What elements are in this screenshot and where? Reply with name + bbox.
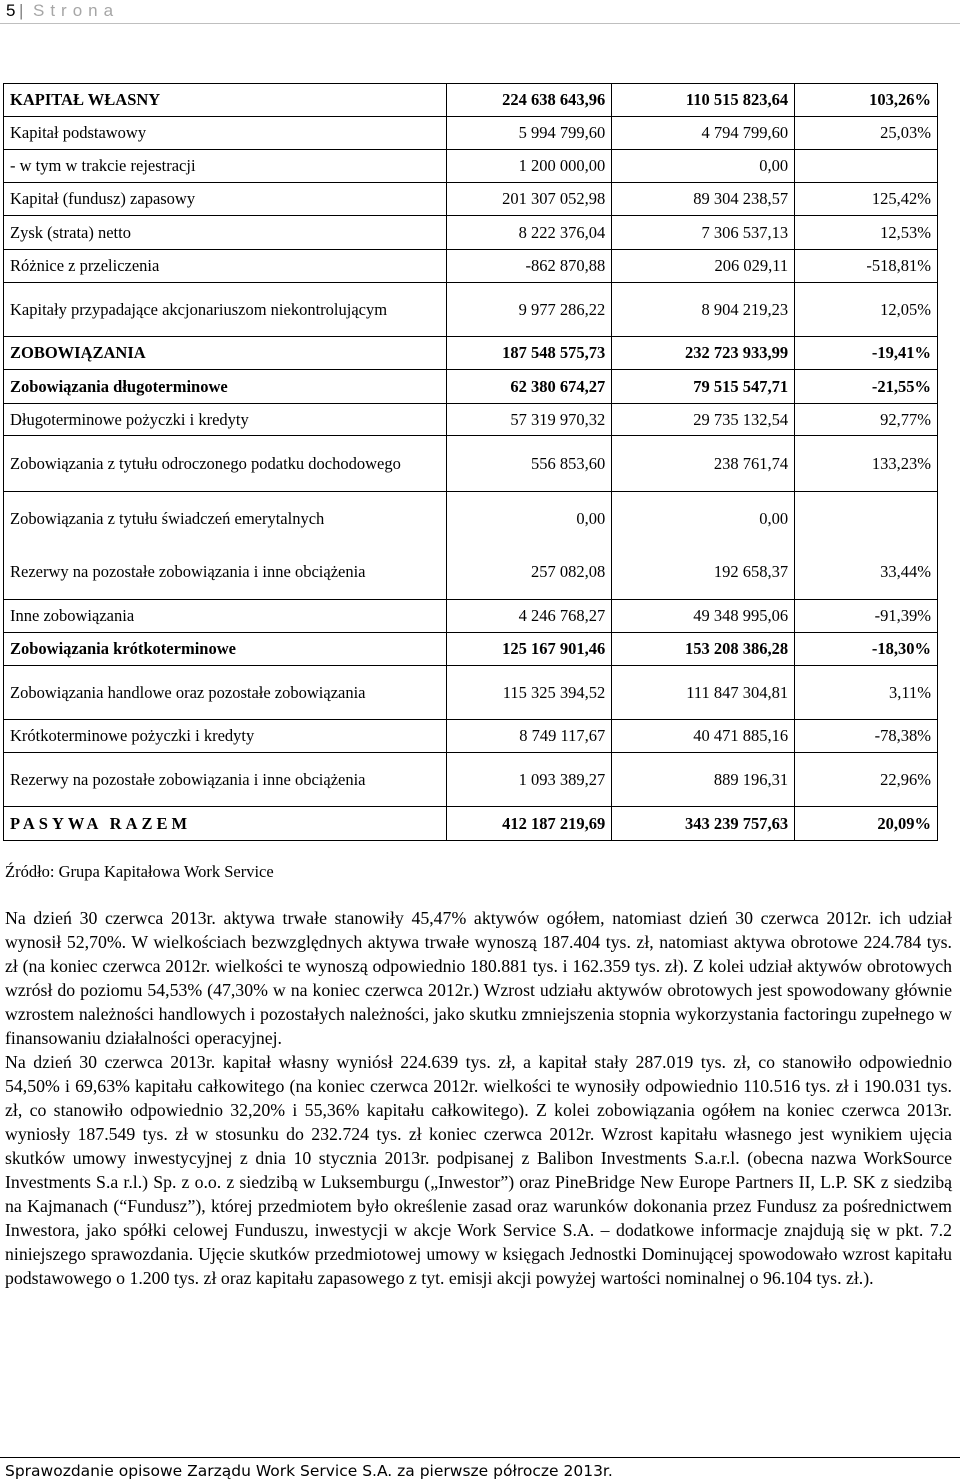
balance-table	[3, 83, 938, 841]
table-row	[4, 720, 938, 753]
table-row	[4, 436, 938, 492]
row-label: Krótkoterminowe pożyczki i kredyty	[4, 720, 447, 753]
row-label: Zobowiązania długoterminowe	[4, 370, 447, 404]
header-separator: |	[19, 1, 24, 20]
change-pct: 12,53%	[795, 216, 938, 250]
table-row	[4, 283, 938, 337]
page-word: Strona	[33, 1, 120, 20]
change-pct: -78,38%	[795, 720, 938, 753]
table-row	[4, 183, 938, 216]
value-2013: 8 222 376,04	[447, 216, 612, 250]
value-2013: 257 082,08	[447, 546, 612, 600]
value-2012: 0,00	[612, 492, 795, 546]
value-2013: 412 187 219,69	[447, 807, 612, 841]
value-2013: 4 246 768,27	[447, 600, 612, 633]
change-pct: 33,44%	[795, 546, 938, 600]
value-2013: 5 994 799,60	[447, 117, 612, 150]
row-label: Kapitał (fundusz) zapasowy	[4, 183, 447, 216]
value-2013: 57 319 970,32	[447, 404, 612, 436]
value-2013: 187 548 575,73	[447, 337, 612, 370]
value-2012: 8 904 219,23	[612, 283, 795, 337]
value-2012: 206 029,11	[612, 250, 795, 283]
table-row	[4, 216, 938, 250]
page-number: 5	[6, 1, 16, 20]
row-label: ZOBOWIĄZANIA	[4, 337, 447, 370]
value-2013: 224 638 643,96	[447, 84, 612, 117]
change-pct: 92,77%	[795, 404, 938, 436]
value-2013: 0,00	[447, 492, 612, 546]
row-label: Kapitał podstawowy	[4, 117, 447, 150]
value-2012: 79 515 547,71	[612, 370, 795, 404]
change-pct: 125,42%	[795, 183, 938, 216]
value-2013: 1 093 389,27	[447, 753, 612, 807]
row-label: KAPITAŁ WŁASNY	[4, 84, 447, 117]
body-text	[5, 906, 952, 1290]
table-row	[4, 753, 938, 807]
table-row	[4, 807, 938, 841]
table-row	[4, 600, 938, 633]
value-2012: 29 735 132,54	[612, 404, 795, 436]
row-label: Rezerwy na pozostałe zobowiązania i inne obciążenia	[4, 546, 447, 600]
paragraph: Na dzień 30 czerwca 2013r. aktywa trwałe stanowiły 45,47% aktywów ogółem, natomiast dzień 30 czerwca 2012r. ich udział wynosił 52,70%. W wielkościach bezwzględnych aktywa trwałe wynoszą 187.404 tys. zł, natomiast aktywa obrotowe 224.784 tys. zł (na koniec czerwca 2012r. wielkości te wynoszą odpowiednio 180.881 tys. i 162.359 tys. zł). Z kolei udział aktywów obrotowych wzrósł do poziomu 54,53% (47,30% w na koniec czerwca 2012r.) Wzrost udziału aktywów obrotowych jest spowodowany głównie wzrostem należności handlowych i pozostałych należności, jako skutku zmniejszenia stopnia wykorzystania factoringu zupełnego w finansowaniu działalności operacyjnej.	[5, 908, 952, 1048]
table-row	[4, 666, 938, 720]
table-row	[4, 633, 938, 666]
change-pct: 25,03%	[795, 117, 938, 150]
change-pct: 20,09%	[795, 807, 938, 841]
change-pct: -91,39%	[795, 600, 938, 633]
change-pct: 103,26%	[795, 84, 938, 117]
row-label: Różnice z przeliczenia	[4, 250, 447, 283]
value-2012: 238 761,74	[612, 436, 795, 492]
value-2013: 115 325 394,52	[447, 666, 612, 720]
row-label: Kapitały przypadające akcjonariuszom niekontrolującym	[4, 283, 447, 337]
value-2013: 201 307 052,98	[447, 183, 612, 216]
row-label: - w tym w trakcie rejestracji	[4, 150, 447, 183]
row-label: PASYWA RAZEM	[4, 807, 447, 841]
row-label: Inne zobowiązania	[4, 600, 447, 633]
row-label: Zobowiązania krótkoterminowe	[4, 633, 447, 666]
value-2012: 40 471 885,16	[612, 720, 795, 753]
value-2013: 1 200 000,00	[447, 150, 612, 183]
value-2013: 8 749 117,67	[447, 720, 612, 753]
value-2012: 0,00	[612, 150, 795, 183]
row-label: Rezerwy na pozostałe zobowiązania i inne obciążenia	[4, 753, 447, 807]
row-label: Zobowiązania z tytułu świadczeń emerytalnych	[4, 492, 447, 546]
value-2013: 125 167 901,46	[447, 633, 612, 666]
table-source: Źródło: Grupa Kapitałowa Work Service	[5, 862, 274, 881]
value-2012: 153 208 386,28	[612, 633, 795, 666]
value-2012: 4 794 799,60	[612, 117, 795, 150]
table-row	[4, 250, 938, 283]
value-2013: 556 853,60	[447, 436, 612, 492]
page-header	[0, 0, 960, 24]
change-pct: -18,30%	[795, 633, 938, 666]
value-2012: 110 515 823,64	[612, 84, 795, 117]
row-label: Długoterminowe pożyczki i kredyty	[4, 404, 447, 436]
value-2012: 889 196,31	[612, 753, 795, 807]
table-row	[4, 84, 938, 117]
change-pct: 133,23%	[795, 436, 938, 492]
row-label: Zysk (strata) netto	[4, 216, 447, 250]
change-pct: -518,81%	[795, 250, 938, 283]
value-2012: 49 348 995,06	[612, 600, 795, 633]
value-2012: 232 723 933,99	[612, 337, 795, 370]
value-2012: 192 658,37	[612, 546, 795, 600]
change-pct: -21,55%	[795, 370, 938, 404]
change-pct: -19,41%	[795, 337, 938, 370]
value-2012: 111 847 304,81	[612, 666, 795, 720]
table-row	[4, 150, 938, 183]
paragraph: Na dzień 30 czerwca 2013r. kapitał własny wyniósł 224.639 tys. zł, a kapitał stały 287.019 tys. zł, co stanowiło odpowiednio 54,50% i 69,63% kapitału całkowitego (na koniec czerwca 2012r. wielkości te wynosiły odpowiednio 110.516 tys. zł i 190.031 tys. zł, co stanowiło odpowiednio 32,20% i 55,36% kapitału całkowitego). Z kolei zobowiązania ogółem na koniec czerwca 2013r. wyniosły 187.549 tys. zł w stosunku do 232.724 tys. zł koniec czerwca 2012r. Wzrost kapitału własnego jest wynikiem ujęcia skutków umowy inwestycyjnej z dnia 10 stycznia 2013r. podpisanej z Balibon Investments S.a.r.l. (obecna nazwa WorkSource Investments S.a r.l.) Sp. z o.o. z siedzibą w Luksemburgu („Inwestor”) oraz PineBridge New Europe Partners II, L.P. SK z siedzibą na Kajmanach (“Fundusz”), której przedmiotem było określenie zasad oraz warunków dokonania przez Fundusz za pośrednictwem Inwestora, jako spółki celowej Funduszu, inwestycji w akcje Work Service S.A. – dodatkowe informacje znajdują się w pkt. 7.2 niniejszego sprawozdania. Ujęcie skutków przedmiotowej umowy w księgach Jednostki Dominującej spowodowało wzrost kapitału podstawowego o 1.200 tys. zł oraz kapitału zapasowego z tyt. emisji akcji powyżej wartości nominalnej o 96.104 tys. zł.).	[5, 1052, 952, 1288]
table-row	[4, 370, 938, 404]
value-2013: -862 870,88	[447, 250, 612, 283]
table-row	[4, 404, 938, 436]
value-2013: 9 977 286,22	[447, 283, 612, 337]
footer-rule	[0, 1457, 960, 1458]
page-footer: Sprawozdanie opisowe Zarządu Work Service S.A. za pierwsze półrocze 2013r.	[5, 1462, 613, 1480]
table-row	[4, 337, 938, 370]
value-2012: 7 306 537,13	[612, 216, 795, 250]
row-label: Zobowiązania handlowe oraz pozostałe zobowiązania	[4, 666, 447, 720]
change-pct: 12,05%	[795, 283, 938, 337]
value-2012: 343 239 757,63	[612, 807, 795, 841]
table-row	[4, 492, 938, 546]
change-pct: 22,96%	[795, 753, 938, 807]
change-pct	[795, 492, 938, 546]
row-label: Zobowiązania z tytułu odroczonego podatku dochodowego	[4, 436, 447, 492]
table-row	[4, 117, 938, 150]
change-pct	[795, 150, 938, 183]
value-2012: 89 304 238,57	[612, 183, 795, 216]
header-rule	[0, 23, 960, 24]
value-2013: 62 380 674,27	[447, 370, 612, 404]
change-pct: 3,11%	[795, 666, 938, 720]
table-row	[4, 546, 938, 600]
